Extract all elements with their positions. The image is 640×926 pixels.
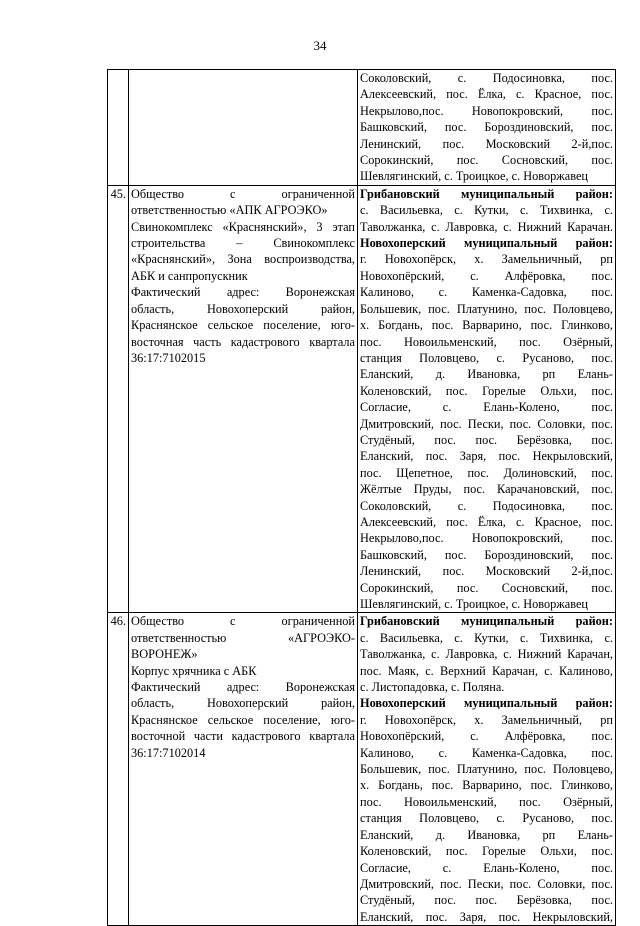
text-line: Таволжанка, с. Лавровка, с. Нижний Карачан. xyxy=(360,219,613,234)
text-line: Дмитровский, пос. Пески, пос. Соловки, пос. xyxy=(360,416,613,431)
text-line: Еланский, пос. Заря, пос. Некрыловский, xyxy=(360,449,613,464)
table-row xyxy=(108,613,616,926)
row-number-cell: 46. xyxy=(108,613,129,926)
text-line: Краснянское сельское поселение, юго- xyxy=(131,712,355,727)
text-line: Калиново, с. Каменка-Садовка, пос. xyxy=(360,745,613,760)
text-line: Студёный, пос. пос. Берёзовка, пос. xyxy=(360,432,613,447)
text-line: Коленовский, пос. Горелые Ольхи, пос. xyxy=(360,844,613,859)
affected-area-cell xyxy=(358,185,616,613)
text-line: область, Новохоперский район, xyxy=(131,301,355,316)
text-line: область, Новохоперский район, xyxy=(131,696,355,711)
organization-cell xyxy=(129,70,358,186)
text-line: станция Половцево, с. Русаново, пос. xyxy=(360,350,613,365)
text-line: Новохопёрский, с. Алфёровка, пос. xyxy=(360,729,613,744)
text-line: Сорокинский, пос. Сосновский, пос. xyxy=(360,153,613,168)
text-line: Согласие, с. Елань-Колено, пос. xyxy=(360,860,613,875)
text-line: пос. Новоильменский, пос. Озёрный, xyxy=(360,334,613,349)
text-line: восточная часть кадастрового квартала xyxy=(131,334,355,349)
text-line: Дмитровский, пос. Пески, пос. Соловки, пос. xyxy=(360,876,613,891)
text-line: Таволжанка, с. Лавровка, с. Нижний Карачан, xyxy=(360,647,613,662)
text-line: г. Новохопёрск, х. Замельничный, рп xyxy=(360,252,613,267)
text-line: Свинокомплекс «Краснянский», 3 этап xyxy=(131,219,355,234)
text-line: Шевлягинский, с. Троицкое, с. Новоржавец xyxy=(360,597,588,611)
text-line: пос. Щепетное, пос. Долиновский, пос. xyxy=(360,465,613,480)
text-line: Большевик, пос. Платунино, пос. Половцево, xyxy=(360,301,613,316)
text-line: г. Новохопёрск, х. Замельничный, рп xyxy=(360,712,613,727)
text-line: 36:17:7102015 xyxy=(131,350,206,365)
text-line: х. Богдань, пос. Варварино, пос. Глинково, xyxy=(360,318,613,333)
text-line: пос. Новоильменский, пос. Озёрный, xyxy=(360,794,613,809)
text-line: 36:17:7102014 xyxy=(131,745,206,760)
text-line: АБК и санпропускник xyxy=(131,268,248,283)
text-line: станция Половцево, с. Русаново, пос. xyxy=(360,811,613,826)
text-line: Студёный, пос. пос. Берёзовка, пос. xyxy=(360,893,613,908)
affected-area-cell xyxy=(358,613,616,926)
text-line: восточной части кадастрового квартала xyxy=(131,729,355,744)
text-line: Коленовский, пос. Горелые Ольхи, пос. xyxy=(360,383,613,398)
text-line: Корпус хрячника с АБК xyxy=(131,663,257,678)
text-line: Еланский, д. Ивановка, рп Елань- xyxy=(360,827,613,842)
text-line: с. Васильевка, с. Кутки, с. Тихвинка, с. xyxy=(360,203,613,218)
text-line: Некрылово,пос. Новопокровский, пос. xyxy=(360,531,613,546)
text-line: Некрылово,пос. Новопокровский, пос. xyxy=(360,103,613,118)
text-line: Новохопёрский, с. Алфёровка, пос. xyxy=(360,268,613,283)
organization-cell xyxy=(129,613,358,926)
row-number-cell: 45. xyxy=(108,185,129,613)
text-line: строительства – Свинокомплекс xyxy=(131,236,355,251)
text-line: Фактический адрес: Воронежская xyxy=(131,680,355,695)
affected-area-cell xyxy=(358,70,616,186)
text-line: Соколовский, с. Подосиновка, пос. xyxy=(360,71,613,85)
registry-table xyxy=(107,69,616,926)
district-heading: Грибановский муниципальный район: xyxy=(360,186,613,201)
text-line: Краснянское сельское поселение, юго- xyxy=(131,318,355,333)
text-line: Башковский, пос. Бороздиновский, пос. xyxy=(360,120,613,135)
text-line: Алексеевский, пос. Ёлка, с. Красное, пос. xyxy=(360,514,613,529)
text-line: Сорокинский, пос. Сосновский, пос. xyxy=(360,580,613,595)
text-line: Согласие, с. Елань-Колено, пос. xyxy=(360,400,613,415)
text-line: Общество с ограниченной xyxy=(131,614,355,629)
text-line: ответственностью «АПК АГРОЭКО» xyxy=(131,203,328,218)
text-line: х. Богдань, пос. Варварино, пос. Глинково, xyxy=(360,778,613,793)
text-line: Общество с ограниченной xyxy=(131,186,355,201)
text-line: Шевлягинский, с. Троицкое, с. Новоржавец xyxy=(360,169,588,184)
text-line: Алексеевский, пос. Ёлка, с. Красное, пос. xyxy=(360,87,613,102)
row-number-cell xyxy=(108,70,129,186)
district-heading: Новохоперский муниципальный район: xyxy=(360,696,613,711)
text-line: Ленинский, пос. Московский 2-й,пос. xyxy=(360,564,613,579)
text-line: Еланский, д. Ивановка, рп Елань- xyxy=(360,367,613,382)
text-line: Жёлтые Пруды, пос. Карачановский, пос. xyxy=(360,482,613,497)
text-line: Фактический адрес: Воронежская xyxy=(131,285,355,300)
table-row xyxy=(108,185,616,613)
text-line: Еланский, пос. Заря, пос. Некрыловский, xyxy=(360,909,613,924)
text-line: Калиново, с. Каменка-Садовка, пос. xyxy=(360,285,613,300)
text-line: с. Листопадовка, с. Поляна. xyxy=(360,680,505,695)
text-line: Большевик, пос. Платунино, пос. Половцево, xyxy=(360,762,613,777)
text-line: Ленинский, пос. Московский 2-й,пос. xyxy=(360,136,613,151)
table-row xyxy=(108,70,616,186)
district-heading: Новохоперский муниципальный район: xyxy=(360,236,613,251)
text-line: ответственностью «АГРОЭКО- xyxy=(131,630,355,645)
text-line: Башковский, пос. Бороздиновский, пос. xyxy=(360,547,613,562)
organization-cell xyxy=(129,185,358,613)
text-line: «Краснянский», Зона воспроизводства, xyxy=(131,252,355,267)
text-line: пос. Маяк, с. Верхний Карачан, с. Калиново, xyxy=(360,663,613,678)
text-line: Соколовский, с. Подосиновка, пос. xyxy=(360,498,613,513)
text-line: ВОРОНЕЖ» xyxy=(131,647,198,662)
page-number: 34 xyxy=(313,38,327,53)
text-line: с. Васильевка, с. Кутки, с. Тихвинка, с. xyxy=(360,630,613,645)
district-heading: Грибановский муниципальный район: xyxy=(360,614,613,629)
